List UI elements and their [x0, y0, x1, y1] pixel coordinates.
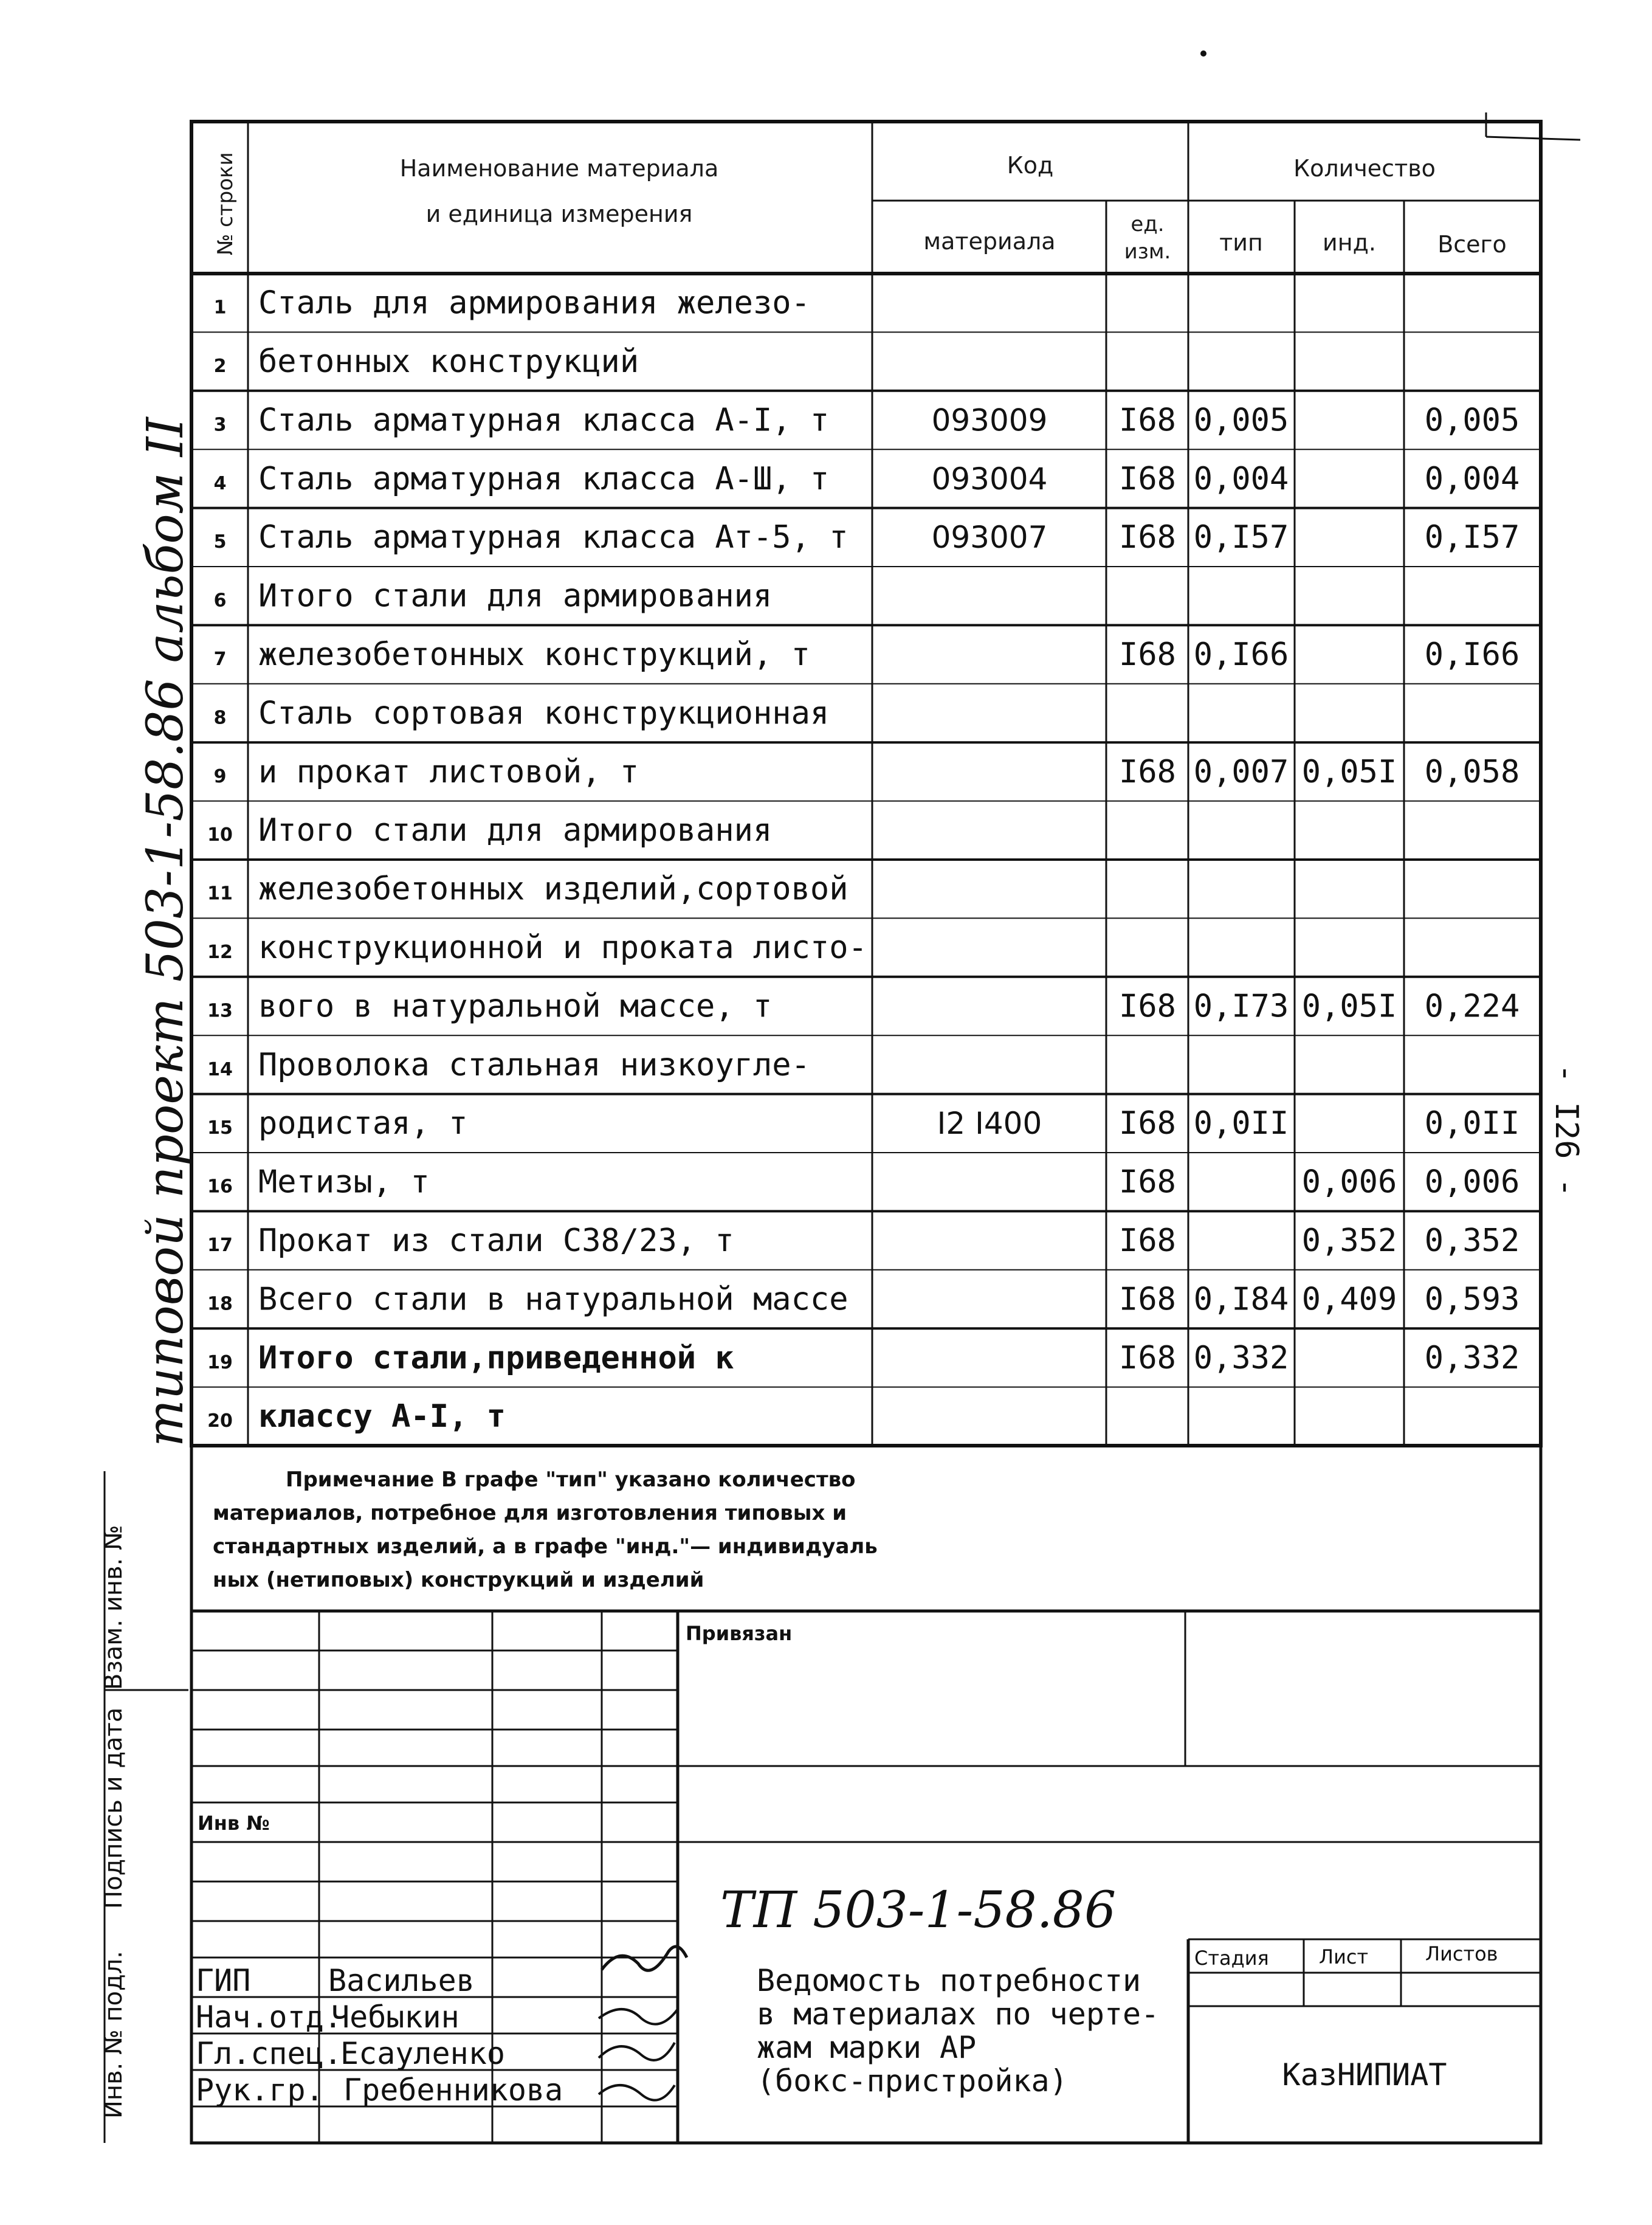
- stamp-sheets-label: Листов: [1425, 1942, 1498, 1965]
- note-line4: ных (нетиповых) конструкций и изделий: [213, 1568, 704, 1592]
- table-row: [207, 930, 867, 966]
- table-row: [207, 871, 848, 908]
- row-number: 5: [213, 531, 227, 553]
- row-name: Всего стали в натуральной массе: [258, 1281, 848, 1318]
- stamp-description-line2: в материалах по черте-: [757, 1996, 1160, 2032]
- header-name-line2: и единица измерения: [425, 201, 693, 227]
- row-number: 7: [213, 648, 227, 670]
- row-number: 18: [207, 1293, 233, 1315]
- signature-name-4: Гребенникова: [343, 2072, 563, 2108]
- stamp-sheet-label: Лист: [1319, 1945, 1369, 1968]
- row-name: родистая, т: [258, 1105, 468, 1142]
- row-number: 1: [213, 297, 227, 319]
- header-qty-ind: инд.: [1323, 229, 1376, 256]
- header-code-material: материала: [923, 228, 1056, 255]
- row-name: Сталь для армирования железо-: [258, 285, 810, 322]
- speck: [1200, 50, 1206, 57]
- table-header: [213, 152, 1507, 264]
- side-project-label: типовой проект 503-1-58.86 альбом II: [137, 417, 194, 1447]
- row-unit: I68: [1119, 460, 1176, 497]
- row-total: 0,058: [1424, 753, 1520, 790]
- signature-name-1: Васильев: [328, 1963, 475, 1998]
- side-label-inv-podl: Инв. № подл.: [100, 1951, 128, 2119]
- row-code: 093009: [931, 402, 1048, 438]
- note-line3: стандартных изделий, а в графе "инд."— индивидуаль: [213, 1534, 878, 1559]
- row-number: 12: [207, 941, 233, 963]
- inv-label: Инв №: [198, 1812, 270, 1835]
- row-type: 0,I73: [1193, 988, 1289, 1025]
- row-code: I2 I400: [937, 1106, 1042, 1142]
- row-unit: I68: [1119, 753, 1176, 790]
- row-name: и прокат листовой, т: [258, 753, 639, 790]
- row-number: 9: [213, 765, 227, 787]
- doc-code: ТП 503-1-58.86: [720, 1882, 1117, 1939]
- row-code: 093007: [931, 520, 1048, 556]
- signature-role-1: ГИП: [196, 1963, 251, 1998]
- stamp-description-line4: (бокс-пристройка): [757, 2063, 1068, 2099]
- row-name: вого в натуральной массе, т: [258, 988, 773, 1025]
- row-unit: I68: [1119, 1222, 1176, 1259]
- table-row: [207, 1223, 1519, 1259]
- note-line2: материалов, потребное для изготовления типовых и: [213, 1501, 847, 1525]
- row-number: 2: [213, 355, 227, 377]
- row-name: железобетонных изделий,сортовой: [258, 871, 848, 908]
- row-number: 13: [207, 1000, 233, 1022]
- table-row: [207, 1047, 810, 1083]
- row-number: 10: [207, 824, 233, 846]
- table-row: [214, 402, 1520, 438]
- signature-role-4: Рук.гр.: [196, 2072, 324, 2108]
- row-unit: I68: [1119, 1281, 1176, 1318]
- row-number: 15: [207, 1117, 233, 1139]
- row-name: конструкционной и проката листо-: [258, 929, 867, 966]
- row-ind: 0,05I: [1301, 988, 1397, 1025]
- signature-scribble-3: [599, 2043, 675, 2060]
- row-name: Прокат из стали С38/23, т: [258, 1222, 734, 1259]
- side-label-vzam: Взам. инв. №: [100, 1525, 128, 1690]
- side-label-podpis: Подпись и дата: [100, 1707, 128, 1909]
- row-number: 3: [213, 414, 227, 436]
- row-type: 0,005: [1193, 402, 1289, 439]
- signature-scribble-1: [602, 1947, 687, 1970]
- row-unit: I68: [1119, 1164, 1176, 1201]
- header-unit-line2: изм.: [1124, 240, 1171, 264]
- row-type: 0,I57: [1193, 519, 1289, 556]
- row-number: 11: [207, 883, 233, 905]
- row-ind: 0,05I: [1301, 753, 1397, 790]
- row-number: 16: [207, 1176, 233, 1198]
- table-row: [214, 695, 830, 731]
- top-mark-line: [1486, 137, 1580, 140]
- row-type: 0,004: [1193, 460, 1289, 497]
- table-row: [214, 343, 639, 380]
- header-name-line1: Наименование материала: [399, 155, 719, 182]
- stamp-description-line3: жам марки АР: [757, 2030, 977, 2065]
- signature-role-2: Нач.отд.: [196, 1999, 342, 2035]
- row-total: 0,I57: [1424, 519, 1520, 556]
- header-qty-type: тип: [1219, 229, 1263, 256]
- row-number: 14: [207, 1058, 233, 1080]
- row-unit: I68: [1119, 1339, 1176, 1376]
- row-number: 4: [213, 472, 227, 494]
- table-row: [214, 519, 1520, 556]
- table-row: [207, 1164, 1519, 1201]
- table-row: [207, 812, 772, 849]
- row-ind: 0,006: [1301, 1164, 1397, 1201]
- row-total: 0,593: [1424, 1281, 1520, 1318]
- row-number: 8: [213, 707, 227, 729]
- stamp-organization: КазНИПИАТ: [1282, 2057, 1447, 2092]
- header-qty-group: Количество: [1293, 155, 1436, 182]
- row-name: Итого стали для армирования: [258, 578, 773, 615]
- row-number: 19: [207, 1351, 233, 1373]
- row-name: классу А-I, т: [258, 1398, 506, 1435]
- row-total: 0,I66: [1424, 636, 1520, 673]
- row-unit: I68: [1119, 636, 1176, 673]
- table-row: [207, 1105, 1519, 1142]
- table-row: [214, 285, 810, 322]
- row-unit: I68: [1119, 988, 1176, 1025]
- row-name: Метизы, т: [258, 1164, 430, 1201]
- table-row: [207, 988, 1519, 1024]
- row-name: Итого стали для армирования: [258, 812, 773, 849]
- note-block: [191, 1446, 1541, 1611]
- row-name: Сталь арматурная класса Ат-5, т: [258, 519, 848, 556]
- row-number: 17: [207, 1234, 233, 1256]
- row-name: Проволока стальная низкоугле-: [258, 1046, 810, 1083]
- row-name: Итого стали,приведенной к: [258, 1339, 734, 1376]
- row-type: 0,332: [1193, 1339, 1289, 1376]
- row-number: 6: [213, 590, 227, 612]
- stamp-stage-label: Стадия: [1194, 1947, 1269, 1970]
- table-row: [207, 1398, 506, 1435]
- signature-name-2: Чебыкин: [331, 1999, 459, 2035]
- table-row: [214, 754, 1520, 790]
- row-name: железобетонных конструкций, т: [258, 636, 810, 673]
- header-qty-total: Всего: [1437, 231, 1507, 258]
- row-name: Сталь арматурная класса А-Ш, т: [258, 460, 830, 497]
- row-number: 20: [207, 1410, 233, 1432]
- row-total: 0,006: [1424, 1164, 1520, 1201]
- header-row-no: № строки: [213, 152, 238, 255]
- row-unit: I68: [1119, 402, 1176, 439]
- signature-role-3: Гл.спец.: [196, 2036, 342, 2071]
- row-name: Сталь сортовая конструкционная: [258, 695, 830, 732]
- signature-scribble-2: [599, 2009, 678, 2024]
- row-total: 0,005: [1424, 402, 1520, 439]
- page-mark: - I26 -: [1548, 1064, 1585, 1198]
- table-row: [214, 636, 1520, 673]
- title-block-text: [196, 1622, 1498, 2108]
- row-total: 0,0II: [1424, 1105, 1520, 1142]
- left-margin: [100, 1471, 188, 2143]
- row-total: 0,352: [1424, 1222, 1520, 1259]
- binding-label: Привязан: [686, 1622, 793, 1645]
- row-name: Сталь арматурная класса А-I, т: [258, 402, 830, 439]
- row-total: 0,004: [1424, 460, 1520, 497]
- row-total: 0,224: [1424, 988, 1520, 1025]
- signature-name-3: Есауленко: [340, 2036, 505, 2071]
- table-row: [207, 1281, 1519, 1317]
- row-unit: I68: [1119, 1105, 1176, 1142]
- row-type: 0,I84: [1193, 1281, 1289, 1318]
- row-name: бетонных конструкций: [258, 343, 639, 380]
- row-type: 0,007: [1193, 753, 1289, 790]
- row-ind: 0,409: [1301, 1281, 1397, 1318]
- row-type: 0,0II: [1193, 1105, 1289, 1142]
- row-code: 093004: [931, 461, 1048, 497]
- table-row: [214, 461, 1520, 497]
- signature-scribble-4: [599, 2085, 675, 2100]
- table-row: [214, 578, 773, 615]
- note-line1: Примечание В графе "тип" указано количество: [286, 1468, 856, 1492]
- row-total: 0,332: [1424, 1339, 1520, 1376]
- row-ind: 0,352: [1301, 1222, 1397, 1259]
- row-type: 0,I66: [1193, 636, 1289, 673]
- table-row: [207, 1340, 1519, 1376]
- header-unit-line1: ед.: [1131, 212, 1165, 236]
- row-unit: I68: [1119, 519, 1176, 556]
- stamp-description-line1: Ведомость потребности: [757, 1963, 1141, 1998]
- header-code-group: Код: [1007, 152, 1054, 179]
